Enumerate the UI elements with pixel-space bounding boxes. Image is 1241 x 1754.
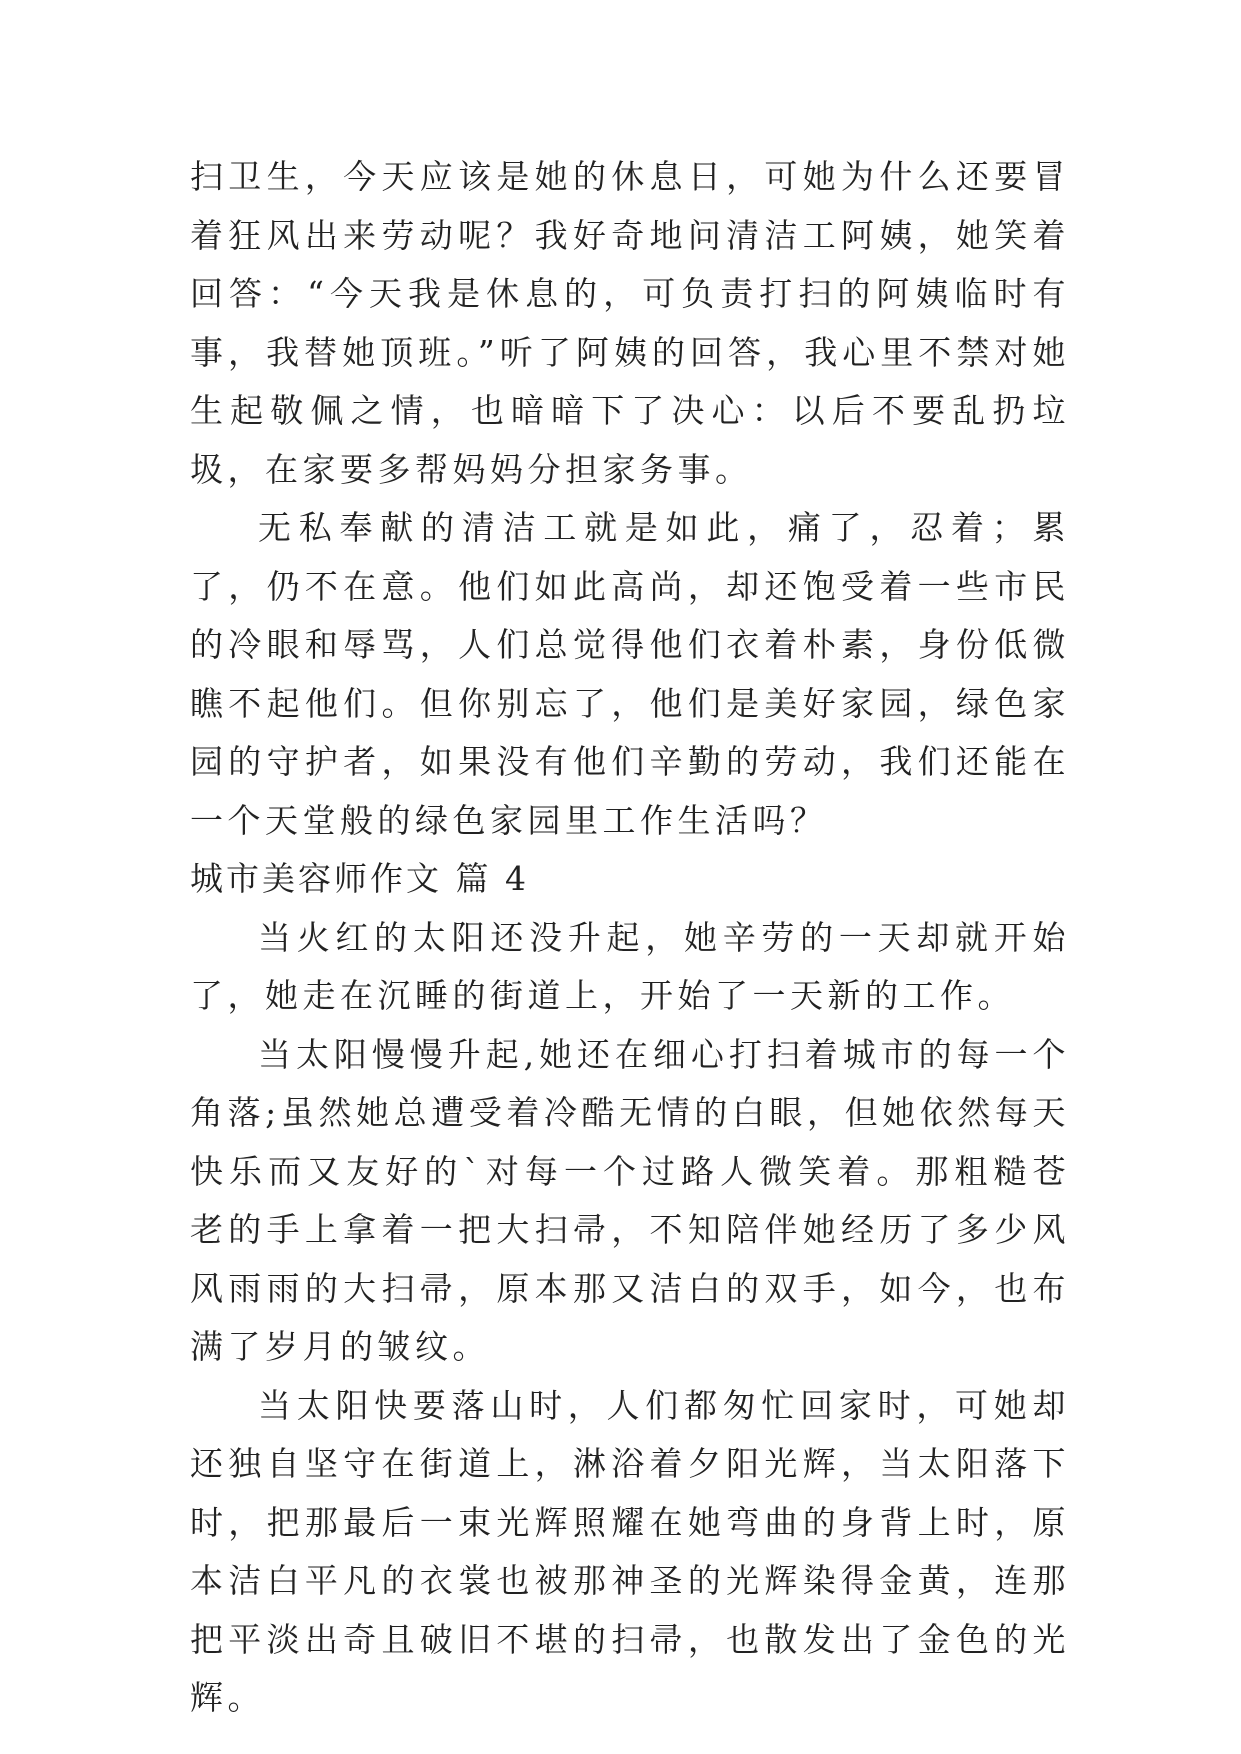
section-heading: 城市美容师作文 篇 4 (190, 859, 529, 898)
paragraph-selfless-dedication: 无私奉献的清洁工就是如此，痛了，忍着；累了，仍不在意。他们如此高尚，却还饱受着一些市民的冷眼和辱骂，人们总觉得他们衣着朴素，身份低微瞧不起他们。但你别忘了，他们是美好家园，绿色家园的守护者，如果没有他们辛勤的劳动，我们还能在一个天堂般的绿色家园里工作生活吗？ (190, 508, 1070, 840)
paragraph-sunrise: 当火红的太阳还没升起，她辛劳的一天却就开始了，她走在沉睡的街道上，开始了一天新的工作。 (190, 917, 1070, 1015)
paragraph-morning: 当太阳慢慢升起,她还在细心打扫着城市的每一个角落;虽然她总遭受着冷酷无情的白眼，但她依然每天快乐而又友好的`对每一个过路人微笑着。那粗糙苍老的手上拿着一把大扫帚，不知陪伴她经历了多少风风雨雨的大扫帚，原本那又洁白的双手，如今，也布满了岁月的皱纹。 (190, 1034, 1070, 1366)
paragraph-sunset: 当太阳快要落山时，人们都匆忙回家时，可她却还独自坚守在街道上，淋浴着夕阳光辉，当太阳落下时，把那最后一束光辉照耀在她弯曲的身背上时，原本洁白平凡的衣裳也被那神圣的光辉染得金黄，连那把平淡出奇且破旧不堪的扫帚，也散发出了金色的光辉。 (190, 1385, 1070, 1717)
paragraph-continued: 扫卫生，今天应该是她的休息日，可她为什么还要冒着狂风出来劳动呢？我好奇地问清洁工阿姨，她笑着回答：“今天我是休息的，可负责打扫的阿姨临时有事，我替她顶班。”听了阿姨的回答，我心里不禁对她生起敬佩之情，也暗暗下了决心：以后不要乱扔垃圾，在家要多帮妈妈分担家务事。 (190, 157, 1070, 489)
document-page (190, 148, 1070, 1728)
